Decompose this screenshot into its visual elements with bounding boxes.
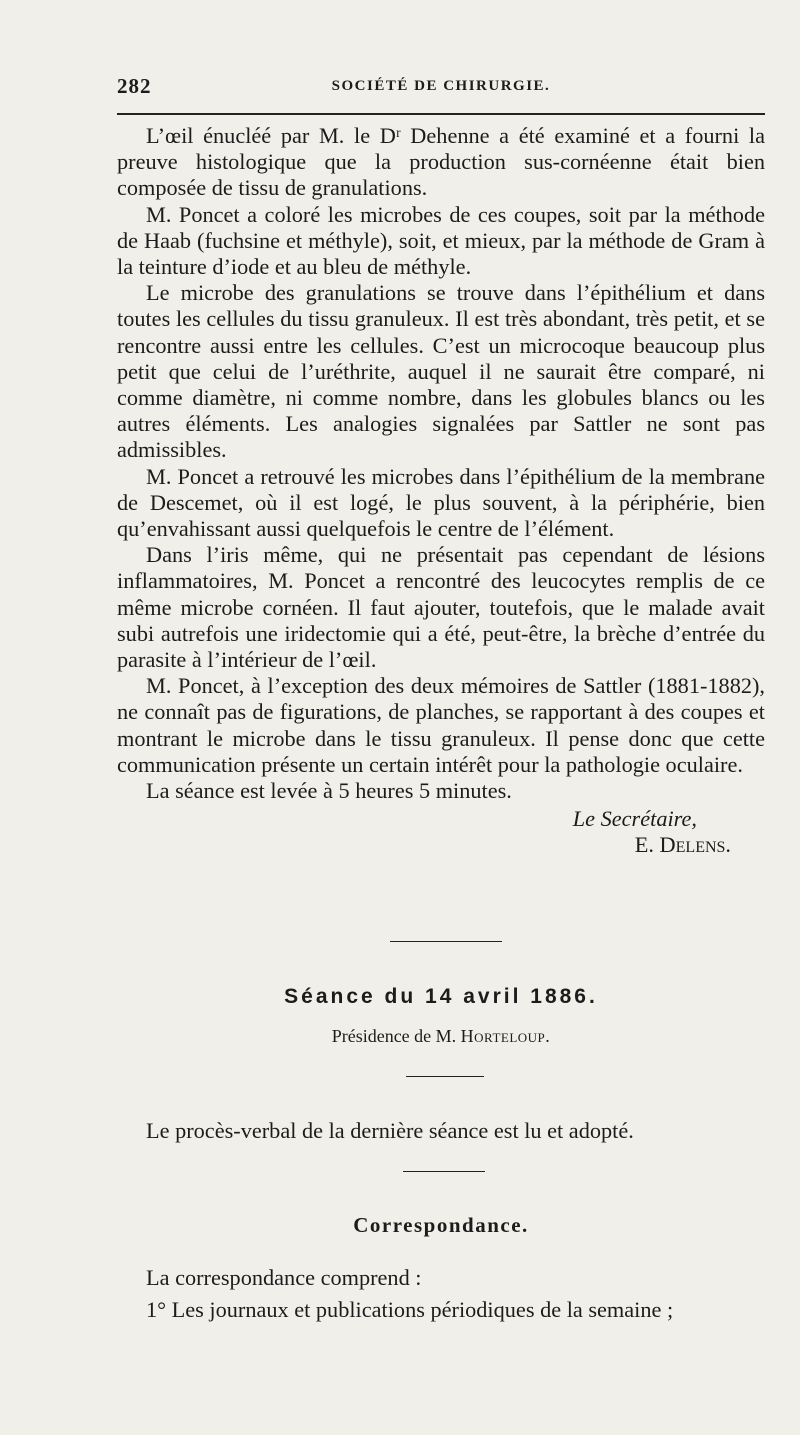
page-header [117,74,765,102]
correspondance-intro: La correspondance comprend : [146,1265,422,1290]
presidence-prefix: Présidence de M. [331,1026,457,1046]
correspondance-title: Correspondance. [353,1213,529,1237]
paragraph: M. Poncet a coloré les microbes de ces coupes, soit par la méthode de Haab (fuchsine et méthyle), soit, et mieux, par la méthode de Gram à la teinture d’iode et au bleu de méthyle. [117,201,765,280]
section-divider [390,941,502,942]
signature-role: Le Secrétaire, [572,806,697,832]
section-divider [403,1171,485,1172]
signature-name: E. Delens. [634,832,731,858]
paragraph: M. Poncet a retrouvé les microbes dans l’épithélium de la membrane de Descemet, où il est logé, le plus souvent, à la périphérie, bien qu’envahissant aussi quelquefois le centre de l’élément. [117,463,765,542]
presidence-line [117,1026,765,1047]
section-divider [406,1076,484,1077]
seance-title: Séance du 14 avril 1886. [284,985,598,1008]
proces-verbal: Le procès-verbal de la dernière séance est lu et adopté. [146,1118,634,1143]
paragraph: Dans l’iris même, qui ne présentait pas cependant de lésions inflammatoires, M. Poncet a rencontré des leucocytes remplis de ce même microbe cornéen. Il faut ajouter, toutefois, que le malade avait subi autrefois une iridectomie qui a été, peut-être, la brèche d’entrée du parasite à l’intérieur de l’œil. [117,542,765,673]
paragraph: Le microbe des granulations se trouve dans l’épithélium et dans toutes les cellules du tissu granuleux. Il est très abondant, très petit, et se rencontre aussi entre les cellules. C’est un microcoque beaucoup plus petit que celui de l’uréthrite, auquel il ne saurait être comparé, ni comme diamètre, ni comme nombre, dans les globules blancs ou les autres éléments. Les analogies signalées par Sattler ne sont pas admissibles. [117,280,765,463]
body-text [117,123,765,859]
header-rule [117,113,765,115]
correspondance-item: 1° Les journaux et publications périodiques de la semaine ; [146,1297,674,1322]
page-number: 282 [117,74,152,98]
president-name: Horteloup. [460,1026,551,1046]
paragraph: L’œil énucléé par M. le Dʳ Dehenne a été examiné et a fourni la preuve histologique que la production sus-cornéenne était bien composée de tissu de granulations. [117,123,765,201]
correspondance-body [117,1262,765,1326]
paragraph: M. Poncet, à l’exception des deux mémoires de Sattler (1881-1882), ne connaît pas de figurations, de planches, se rapportant à des coupes et montrant le microbe dans le tissu granuleux. Il pense donc que cette communication présente un certain intérêt pour la pathologie oculaire. [117,673,765,777]
paragraph: La séance est levée à 5 heures 5 minutes. [146,778,512,804]
running-title: SOCIÉTÉ DE CHIRURGIE. [331,78,551,94]
